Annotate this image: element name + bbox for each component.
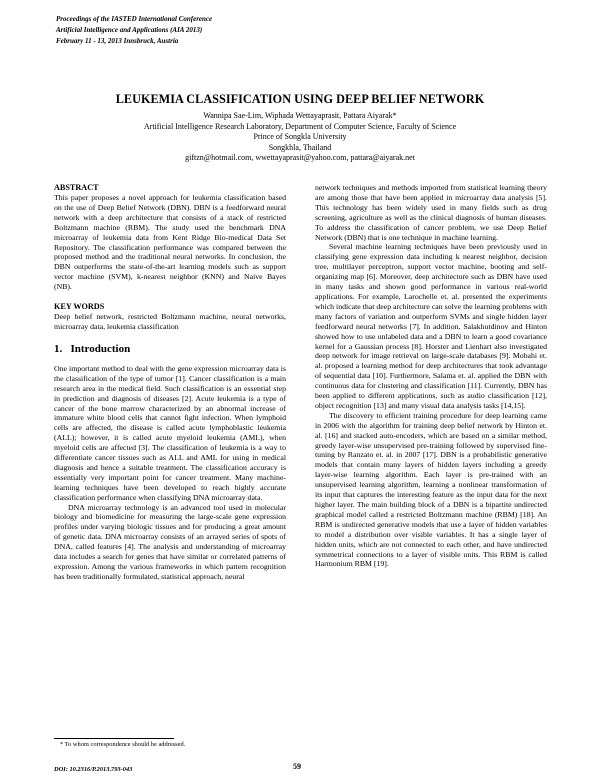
author-emails: giftzn@hotmail.com, wwettayaprasit@yahoo.com, pattara@aiyarak.net (185, 153, 415, 163)
paper-title: LEUKEMIA CLASSIFICATION USING DEEP BELIEF NETWORK (115, 92, 485, 106)
intro-paragraph-1: One important method to deal with the gene expression microarray data is the classification of the type of tumor [1]. Cancer classification is a main research area in the medical field. Such classification is an essential step in prediction and diagnosis of diseases [2]. Acute leukemia is a type of cancer of the bone marrow characterized by an abnormal increase of immature white blood cells that cannot fight infection. When lymphoid cells are affected, the disease is called acute lymphoblastic leukemia (ALL); however, it is called acute myeloid leukemia (AML), when myeloid cells are affected [3]. The classification of leukemia is a way to differentiate cancer tissues such as ALL and AML for using in medical diagnosis and hence a suitable treatment. The classification accuracy is essentially very important point for cancer treatment. Many machine- learning techniques have been developed to reach highly accurate classification performance when classifying DNA microarray data. (54, 363, 286, 502)
left-column (54, 183, 286, 582)
intro-paragraph-3: network techniques and methods imported from statistical learning theory are among those that have been applied in microarray data analysis [5]. This technology has been widely used in many fields such as drug screening, agriculture as well as the clinical diagnosis of human diseases. To address the classification of cancer problem, we use Deep Belief Network (DBN) that is one technique in machine learning. (315, 183, 547, 242)
right-column (315, 183, 547, 569)
conference-subtitle: Artificial Intelligence and Applications (AIA 2013) (56, 26, 203, 34)
author-names: Wannipa Sae-Lim, Wiphada Wettayaprasit, Pattara Aiyarak* (203, 111, 397, 120)
doi: DOI: 10.2316/P.2013.793-043 (54, 766, 133, 773)
conference-name: Proceedings of the IASTED International Conference (56, 15, 213, 23)
conference-header (56, 14, 476, 47)
keywords-heading: KEY WORDS (54, 302, 105, 312)
page-number: 59 (293, 762, 301, 771)
introduction-heading: 1. Introduction (54, 342, 131, 355)
author-block (40, 111, 560, 164)
affiliation-university: Prince of Songkla University (253, 132, 347, 142)
intro-paragraph-2: DNA microarray technology is an advanced tool used in molecular biology and biomedicine for measuring the large-scale gene expression profiles under varying biologic tissues and for producing a great amount of genetic data. DNA microarray consists of an arrayed series of spots of DNA, called features [4]. The analysis and understanding of microarray data includes a search for genes that have similar or correlated patterns of expression. Among the various frameworks in which pattern recognition has been traditionally formulated, statistical approach, neural (54, 502, 286, 581)
intro-paragraph-5: The discovery to efficient training procedure for deep learning came in 2006 with the algorithm for training deep belief network by Hinton et. al. [16] and stacked auto-encoders, which are based on a similar method, greedy layer-wise unsupervised pre-training followed by supervised fine-tuning by Ranzato et. al. in 2007 [17]. DBN is a probabilistic generative models that contain many layers of hidden layers including a greedy layer-wise learning algorithm. Each layer is pre-trained with an unsupervised learning algorithm, learning a nonlinear transformation of its input that captures the interesting feature as the input data for the next higher layer. The main building block of a DBN is a bipartite undirected graphical model called a restricted Boltzmann machine (RBM) [18]. An RBM is undirected generative models that use a layer of hidden variables to model a distribution over visible variables. It has a single layer of hidden units, which are not connected to each other, and have undirected symmetrical connections to a layer of visible units. This RBM is called Harmonium RBM [19]. (315, 410, 547, 569)
abstract-heading: ABSTRACT (54, 183, 99, 192)
intro-paragraph-4: Several machine learning techniques have been previously used in classifying gene expression data including k nearest neighbor, decision tree, multilayer perceptron, support vector machine, booting and self-organizing map [6]. Moreover, deep architecture such as DBN have used in many tasks and shown good performance in various real-world applications. For example, Larochelle et. al. presented the experiments which indicate that deep architecture can solve the learning problems with many factors of variation and outperform SVMs and single hidden layer feedforward neural networks [7]. In addition, Salakhutdinov and Hinton showed how to use unlabeled data and a DBN to learn a good covariance kernel for a Gaussian process [8]. Horster and Lienhart also investigated deep network for image retrieval on large-scale databases [9]. Mobahi et. al. proposed a learning method for deep architectures that took advantage of sequential data [10]. Furthermore, Salama et. al. applied the DBN with continuous data for clustering and classification [11]. Currently, DBN has been applied to different applications, such as audio classification [12], object recognition [13] and many visual data analysis tasks [14,15]. (315, 242, 547, 410)
affiliation-lab: Artificial Intelligence Research Laboratory, Department of Computer Science, Faculty of Science (143, 121, 457, 131)
footnote: * To whom correspondence should be addressed. (60, 741, 186, 748)
footnote-divider (54, 738, 174, 739)
conference-date-location: February 11 - 13, 2013 Innsbruck, Austria (56, 37, 179, 45)
abstract-text: This paper proposes a novel approach for leukemia classification based on the use of Deep Belief Network (DBN). DBN is a feedforward neural network with a deep architecture that consists of a stack of restricted Boltzmann machine (RBM). The study used the benchmark DNA microarray of leukemia data from Kent Ridge Bio-medical Data Set Repository. The classification performance was compared between the proposed method and the traditional neural networks. In conclusion, the DBN outperforms the state-of-the-art learning models such as support vector machine (SVM), k-nearest neighbor (KNN) and Naive Bayes (NB). (54, 193, 286, 292)
keywords-text: Deep belief network, restricted Boltzmann machine, neural networks, microarray data, leukemia classification (54, 312, 286, 331)
affiliation-location: Songkhla, Thailand (268, 142, 332, 152)
